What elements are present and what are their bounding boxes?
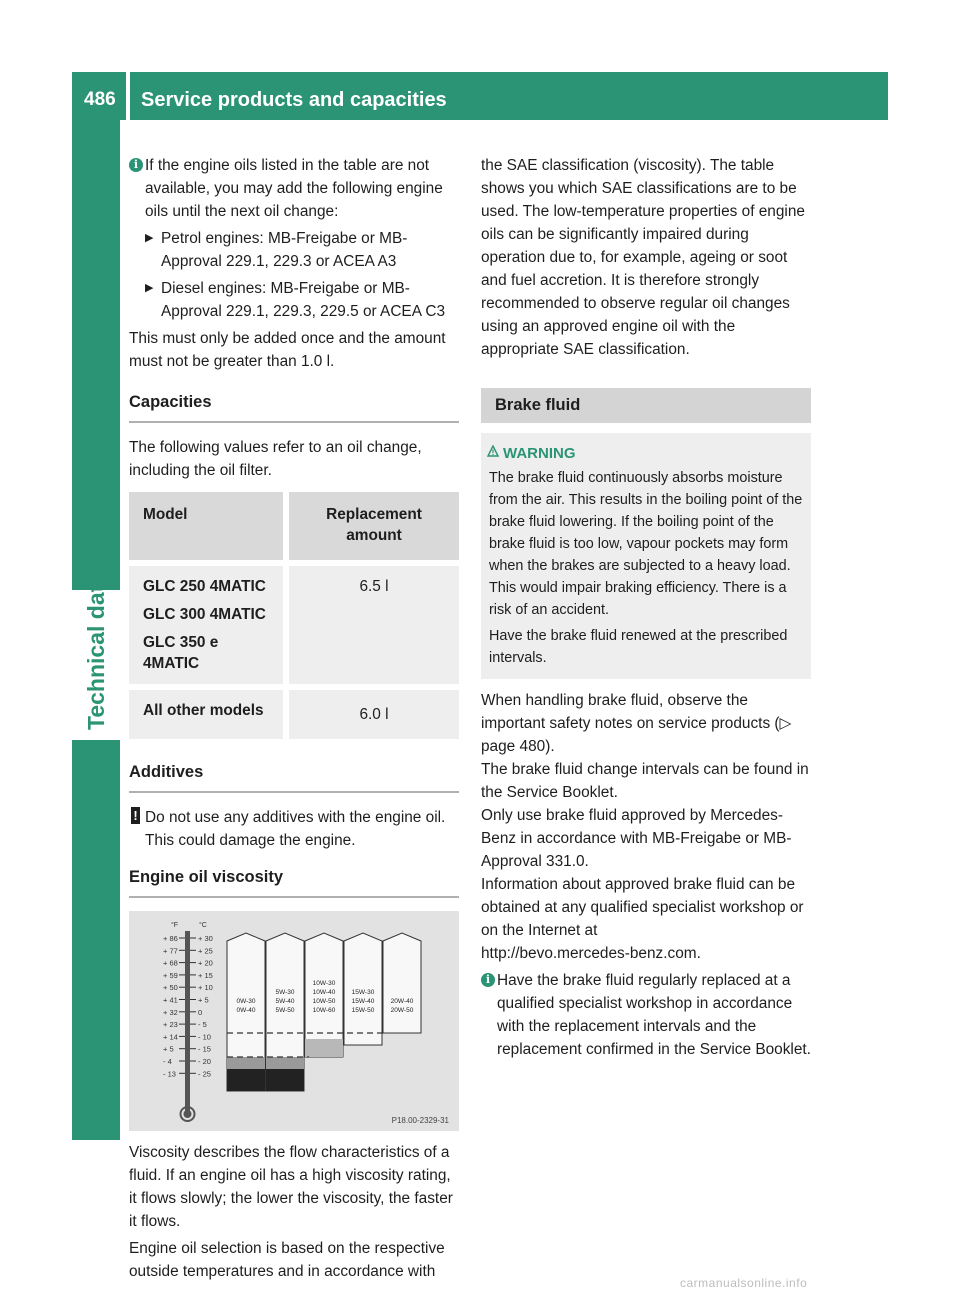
- bullet-icon: ▶: [145, 282, 154, 294]
- warning-triangle-icon: [487, 445, 499, 457]
- viscosity-chart: [129, 911, 459, 1131]
- c-tick-label: - 15: [198, 1044, 211, 1054]
- f-tick-label: + 41: [163, 995, 178, 1005]
- c-tick-label: + 30: [198, 934, 213, 943]
- viscosity-chart-svg: [129, 911, 459, 1131]
- column-shade: [305, 1039, 343, 1057]
- column-dark: [266, 1069, 304, 1091]
- oil-grade-label: 10W-40: [312, 989, 336, 996]
- c-tick-label: + 20: [198, 958, 213, 968]
- oil-columns: [227, 933, 421, 1091]
- warning-text: The brake fluid continuously absorbs moisture from the air. This results in the boiling point of the brake fluid lowering. If the boiling point of the brake fluid is too low, vapour pockets may form when the brakes are subjected to a heavy load. This would impair braking efficiency. There is a risk of an accident.: [489, 470, 803, 618]
- column-dark: [227, 1069, 265, 1091]
- c-tick-label: + 25: [198, 946, 213, 956]
- oil-grade-label: 5W-40: [275, 998, 295, 1005]
- table-cell-amount: 6.5 l: [289, 566, 459, 690]
- header-divider: [126, 72, 130, 120]
- page-number: 486: [84, 89, 116, 110]
- f-tick-label: + 23: [163, 1020, 178, 1030]
- chart-code: P18.00-2329-31: [391, 1116, 449, 1125]
- f-tick-label: + 77: [163, 946, 178, 956]
- oil-grade-label: 10W-50: [312, 998, 336, 1005]
- oil-grade-label: 20W-50: [390, 1007, 414, 1014]
- c-tick-label: 0: [198, 1007, 203, 1017]
- c-tick-label: - 20: [198, 1057, 211, 1066]
- c-tick-label: - 10: [198, 1032, 211, 1042]
- handling-paragraph: When handling brake fluid, observe the important safety notes on service products (▷ page 480).: [481, 692, 792, 755]
- right-column: [481, 154, 811, 1061]
- model-name: GLC 250 4MATIC: [143, 578, 266, 595]
- viscosity-paragraph-2: Engine oil selection is based on the respective outside temperatures and in accordance with: [129, 1240, 445, 1280]
- info-icon: i: [481, 973, 495, 987]
- f-tick-label: + 32: [163, 1007, 178, 1017]
- footer-watermark: carmanualsonline.info: [680, 1276, 808, 1290]
- approved-only-paragraph: Only use brake fluid approved by Mercedes-Benz in accordance with MB-Freigabe or MB-Approval 331.0.: [481, 807, 792, 870]
- model-name: GLC 300 4MATIC: [143, 606, 266, 623]
- oil-column: [383, 933, 421, 1033]
- oil-grade-label: 10W-30: [312, 980, 336, 987]
- col-model-header: Model: [129, 492, 289, 566]
- bullet-icon: ▶: [145, 232, 154, 244]
- arrow-icon: ▷: [779, 715, 792, 732]
- change-intervals-paragraph: The brake fluid change intervals can be found in the Service Booklet.: [481, 761, 809, 801]
- c-tick-label: + 5: [198, 995, 209, 1005]
- oil-grade-label: 0W-30: [236, 998, 256, 1005]
- table-header-row: [129, 492, 459, 566]
- f-tick-label: + 14: [163, 1032, 178, 1042]
- f-label: °F: [171, 922, 179, 929]
- c-tick-label: - 25: [198, 1069, 211, 1079]
- capacities-intro: The following values refer to an oil change, including the oil filter.: [129, 439, 422, 479]
- viscosity-paragraph-1: Viscosity describes the flow characteristics of a fluid. If an engine oil has a high viscosity rating, it flows slowly; the lower the viscosity, the faster it flows.: [129, 1144, 453, 1230]
- c-label: °C: [199, 922, 207, 929]
- approved-info-paragraph: Information about approved brake fluid can be obtained at any qualified specialist workshop or on the Internet at: [481, 876, 804, 939]
- table-row: [129, 566, 459, 690]
- exclamation-icon: !: [131, 807, 140, 824]
- column-shade: [266, 1057, 304, 1069]
- capacities-table: [129, 492, 459, 745]
- page-header: [72, 72, 888, 120]
- oil-grade-label: 5W-30: [275, 989, 295, 996]
- side-tab-label: Technical data: [83, 571, 109, 730]
- f-tick-label: + 50: [163, 983, 178, 993]
- brake-fluid-heading: Brake fluid: [481, 388, 811, 423]
- additives-heading: Additives: [129, 761, 459, 793]
- page-title: Service products and capacities: [141, 89, 447, 111]
- f-tick-label: - 4: [163, 1057, 172, 1066]
- warning-instruction: Have the brake fluid renewed at the prescribed intervals.: [489, 628, 788, 666]
- col-amount-header: Replacement amount: [289, 492, 459, 566]
- column-shade: [227, 1057, 265, 1069]
- c-tick-label: - 5: [198, 1020, 207, 1030]
- left-column: [129, 154, 459, 1283]
- info-alternative-oils: i If the engine oils listed in the table are not available, you may add the following engine oils until the next oil change:: [129, 154, 459, 223]
- c-ticks: [190, 934, 213, 1078]
- thermometer-tube: [185, 931, 190, 1111]
- warning-box: [481, 433, 811, 679]
- oil-grade-label: 20W-40: [390, 998, 414, 1005]
- c-tick-label: + 15: [198, 970, 213, 980]
- sae-paragraph: the SAE classification (viscosity). The table shows you which SAE classifications are to be used. The low-temperature properties of engine oils can be significantly impaired during operation due to, for example, ageing or soot and fuel accretion. It is therefore strongly recommended to observe regular oil changes using an approved engine oil with the appropriate SAE classification.: [481, 157, 805, 358]
- bevo-url-link[interactable]: http://bevo.mercedes-benz.com.: [481, 945, 701, 962]
- add-once-note: This must only be added once and the amount must not be greater than 1.0 l.: [129, 330, 446, 370]
- capacities-heading: Capacities: [129, 391, 459, 423]
- warning-title: WARNING: [489, 443, 803, 465]
- bullet-petrol: ▶ Petrol engines: MB-Freigabe or MB-Approval 229.1, 229.3 or ACEA A3: [129, 227, 459, 273]
- table-cell-models: [129, 566, 289, 690]
- oil-grade-label: 10W-60: [312, 1007, 336, 1014]
- model-name: GLC 350 e 4MATIC: [143, 634, 219, 672]
- oil-grade-label: 15W-50: [351, 1007, 375, 1014]
- oil-grade-label: 15W-30: [351, 989, 375, 996]
- f-ticks: [163, 934, 185, 1078]
- additives-notice: ! Do not use any additives with the engine oil. This could damage the engine.: [129, 806, 459, 852]
- table-row: [129, 690, 459, 745]
- info-replace: i Have the brake fluid regularly replaced at a qualified specialist workshop in accordance with the replacement intervals and the replacement confirmed in the Service Booklet.: [481, 969, 811, 1061]
- c-tick-label: + 10: [198, 983, 213, 993]
- thermometer-bulb-fill: [184, 1110, 192, 1118]
- bullet-diesel: ▶ Diesel engines: MB-Freigabe or MB-Approval 229.1, 229.3, 229.5 or ACEA C3: [129, 277, 459, 323]
- oil-grade-label: 15W-40: [351, 998, 375, 1005]
- table-cell-model: All other models: [129, 690, 289, 745]
- f-tick-label: + 5: [163, 1044, 174, 1054]
- viscosity-heading: Engine oil viscosity: [129, 866, 459, 898]
- oil-grade-label: 5W-50: [275, 1007, 295, 1014]
- table-cell-amount: 6.0 l: [289, 690, 459, 745]
- f-tick-label: + 86: [163, 934, 178, 943]
- oil-grade-label: 0W-40: [236, 1007, 256, 1014]
- f-tick-label: + 68: [163, 958, 178, 968]
- f-tick-label: + 59: [163, 970, 178, 980]
- page-reference-link[interactable]: page 480: [481, 738, 546, 755]
- f-tick-label: - 13: [163, 1069, 176, 1079]
- info-icon: i: [129, 158, 143, 172]
